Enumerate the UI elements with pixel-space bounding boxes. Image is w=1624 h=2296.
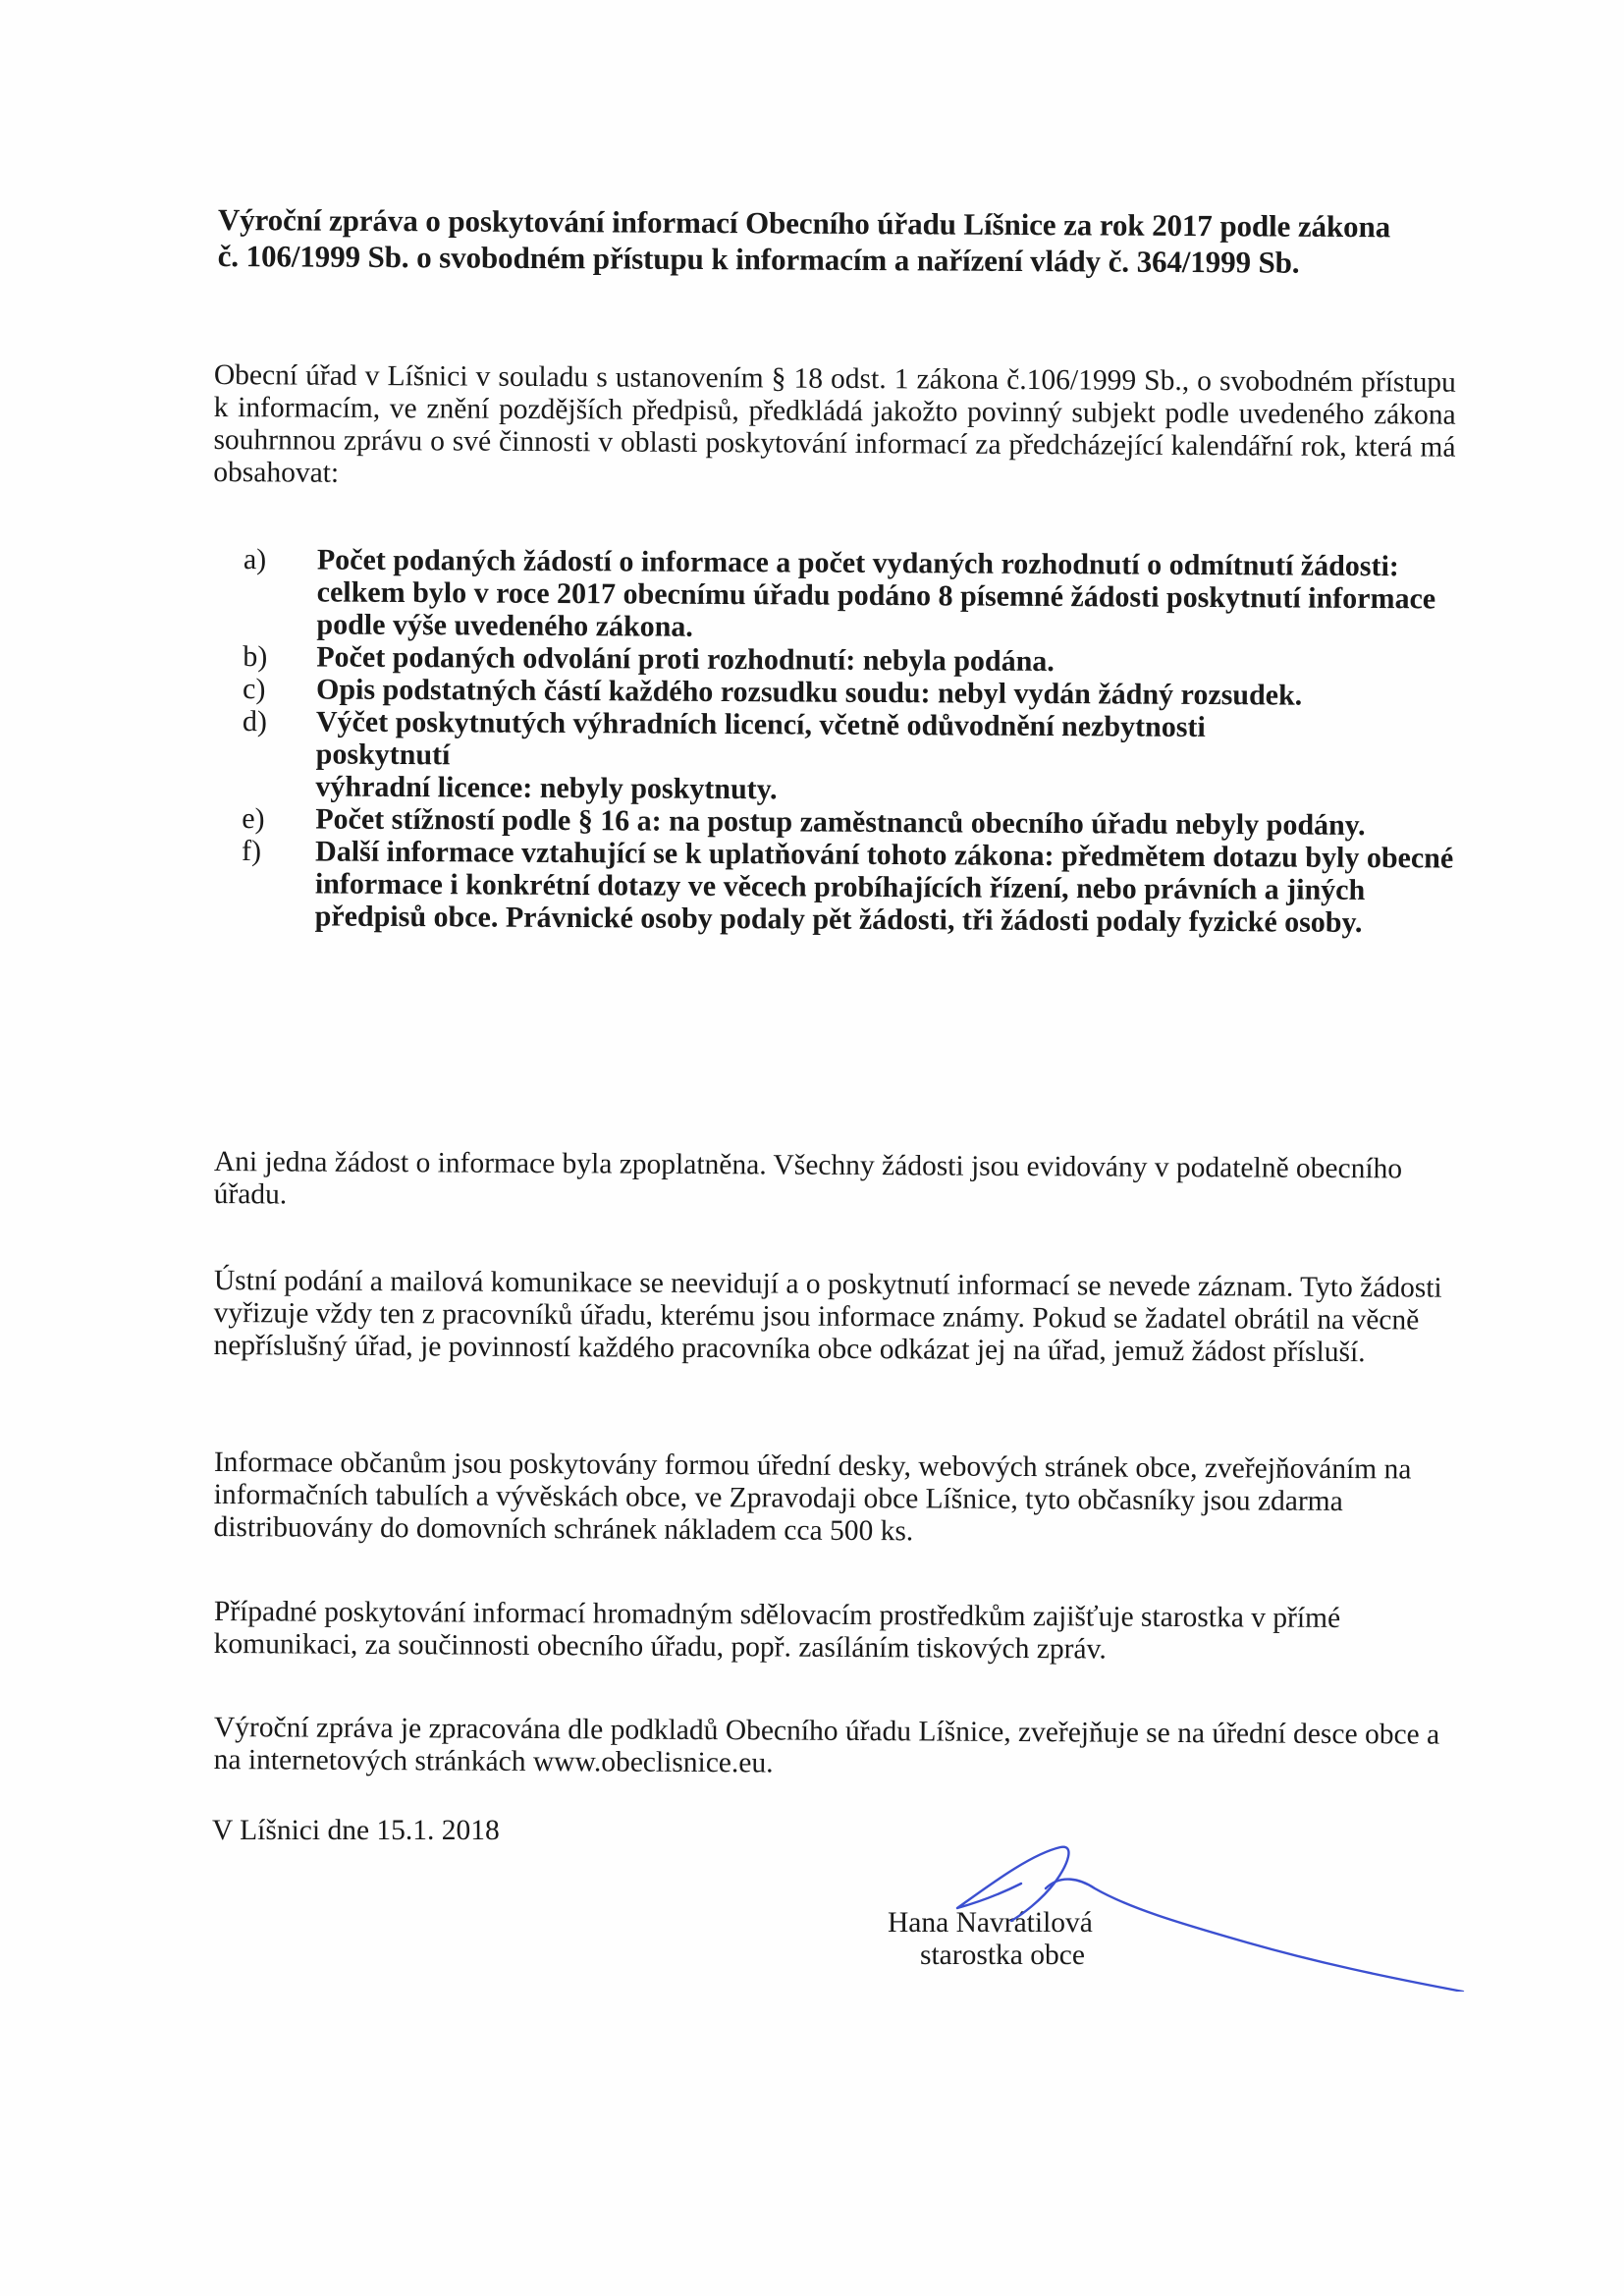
document-title: Výroční zpráva o poskytování informací Obecního úřadu Líšnice za rok 2017 podle zákona č. 106/1999 Sb. o svobodném přístupu k informacím a nařízení vlády č. 364/1999 Sb. bbox=[217, 201, 1391, 280]
signer-name: Hana Navrátilová bbox=[888, 1907, 1093, 1939]
oral-requests-paragraph: Ústní podání a mailová komunikace se neevidují a o poskytnutí informací se nevede záznam. Tyto žádosti vyřizuje vždy ten z pracovníků úřadu, kterému jsou informace známy. Pokud se žadatel obrátil na věcně nepříslušný úřad, je povinností každého pracovníka obce odkázat jej na úřad, jemuž žádost přísluší. bbox=[213, 1265, 1442, 1369]
intro-paragraph: Obecní úřad v Líšnici v souladu s ustanovením § 18 odst. 1 zákona č.106/1999 Sb., o svobodném přístupu k informacím, ve znění pozdějších předpisů, předkládá jakožto povinný subjekt podle uvedeného zákona souhrnnou zprávu o své činnosti v oblasti poskytování informací za předcházející kalendářní rok, která má obsahovat: bbox=[213, 359, 1456, 489]
list-item-text-wrap bbox=[315, 705, 1460, 809]
report-items-list bbox=[242, 543, 1461, 940]
fees-paragraph: Ani jedna žádost o informace byla zpoplatněna. Všechny žádosti jsou evidovány v podatelně obecního úřadu. bbox=[213, 1146, 1403, 1211]
list-item-text: Počet podaných žádostí o informace a počet vydaných rozhodnutí o odmítnutí žádosti: celkem bylo v roce 2017 obecnímu úřadu podáno 8 písemné žádosti poskytnutí informace podle výše uvedeného zákona. bbox=[316, 543, 1436, 643]
list-marker: d) bbox=[242, 704, 267, 738]
signer-role: starostka obce bbox=[920, 1940, 1085, 1971]
list-item-f bbox=[242, 835, 1460, 940]
list-item-text: Opis podstatných částí každého rozsudku soudu: nebyl vydán žádný rozsudek. bbox=[315, 673, 1303, 712]
list-marker: b) bbox=[243, 639, 268, 674]
date-line: V Líšnici dne 15.1. 2018 bbox=[212, 1815, 500, 1846]
information-channels-paragraph: Informace občanům jsou poskytovány formou úřední desky, webových stránek obce, zveřejňováním na informačních tabulích a vývěskách obce, ve Zpravodaji obce Líšnice, tyto občasníky jsou zdarma distribuovány do domovních schránek nákladem cca 500 ks. bbox=[213, 1447, 1412, 1548]
list-item-a bbox=[243, 543, 1461, 648]
list-marker: a) bbox=[243, 543, 267, 576]
list-item-d bbox=[242, 705, 1460, 810]
media-paragraph: Případné poskytování informací hromadným sdělovacím prostředkům zajišťuje starostka v přímé komunikaci, za součinnosti obecního úřadu, popř. zasíláním tiskových zpráv. bbox=[213, 1596, 1341, 1666]
list-item-text: Výčet poskytnutých výhradních licencí, včetně odůvodnění nezbytnosti poskytnutí bbox=[315, 705, 1206, 772]
list-item-text: Počet podaných odvolání proti rozhodnutí: nebyla podána. bbox=[316, 640, 1055, 679]
list-marker: c) bbox=[242, 672, 266, 706]
list-item-text: Počet stížností podle § 16 a: na postup zaměstnanců obecního úřadu nebyly podány. bbox=[315, 802, 1366, 842]
list-item-text: Další informace vztahující se k uplatňování tohoto zákona: předmětem dotazu byly obecné informace i konkrétní dotazy ve věcech probíhajících řízení, nebo právních a jiných předpisů obce. Právnické osoby podaly pět žádosti, tři žádosti podaly fyzické osoby. bbox=[314, 835, 1454, 939]
list-marker: e) bbox=[242, 801, 265, 836]
list-marker: f) bbox=[241, 834, 262, 868]
signature-block bbox=[888, 1907, 1093, 1972]
list-item-text-continued: výhradní licence: nebyly poskytnuty. bbox=[315, 770, 778, 806]
publication-paragraph: Výroční zpráva je zpracována dle podkladů Obecního úřadu Líšnice, zveřejňuje se na úřední desce obce a na internetových stránkách www.obeclisnice.eu. bbox=[213, 1712, 1440, 1779]
